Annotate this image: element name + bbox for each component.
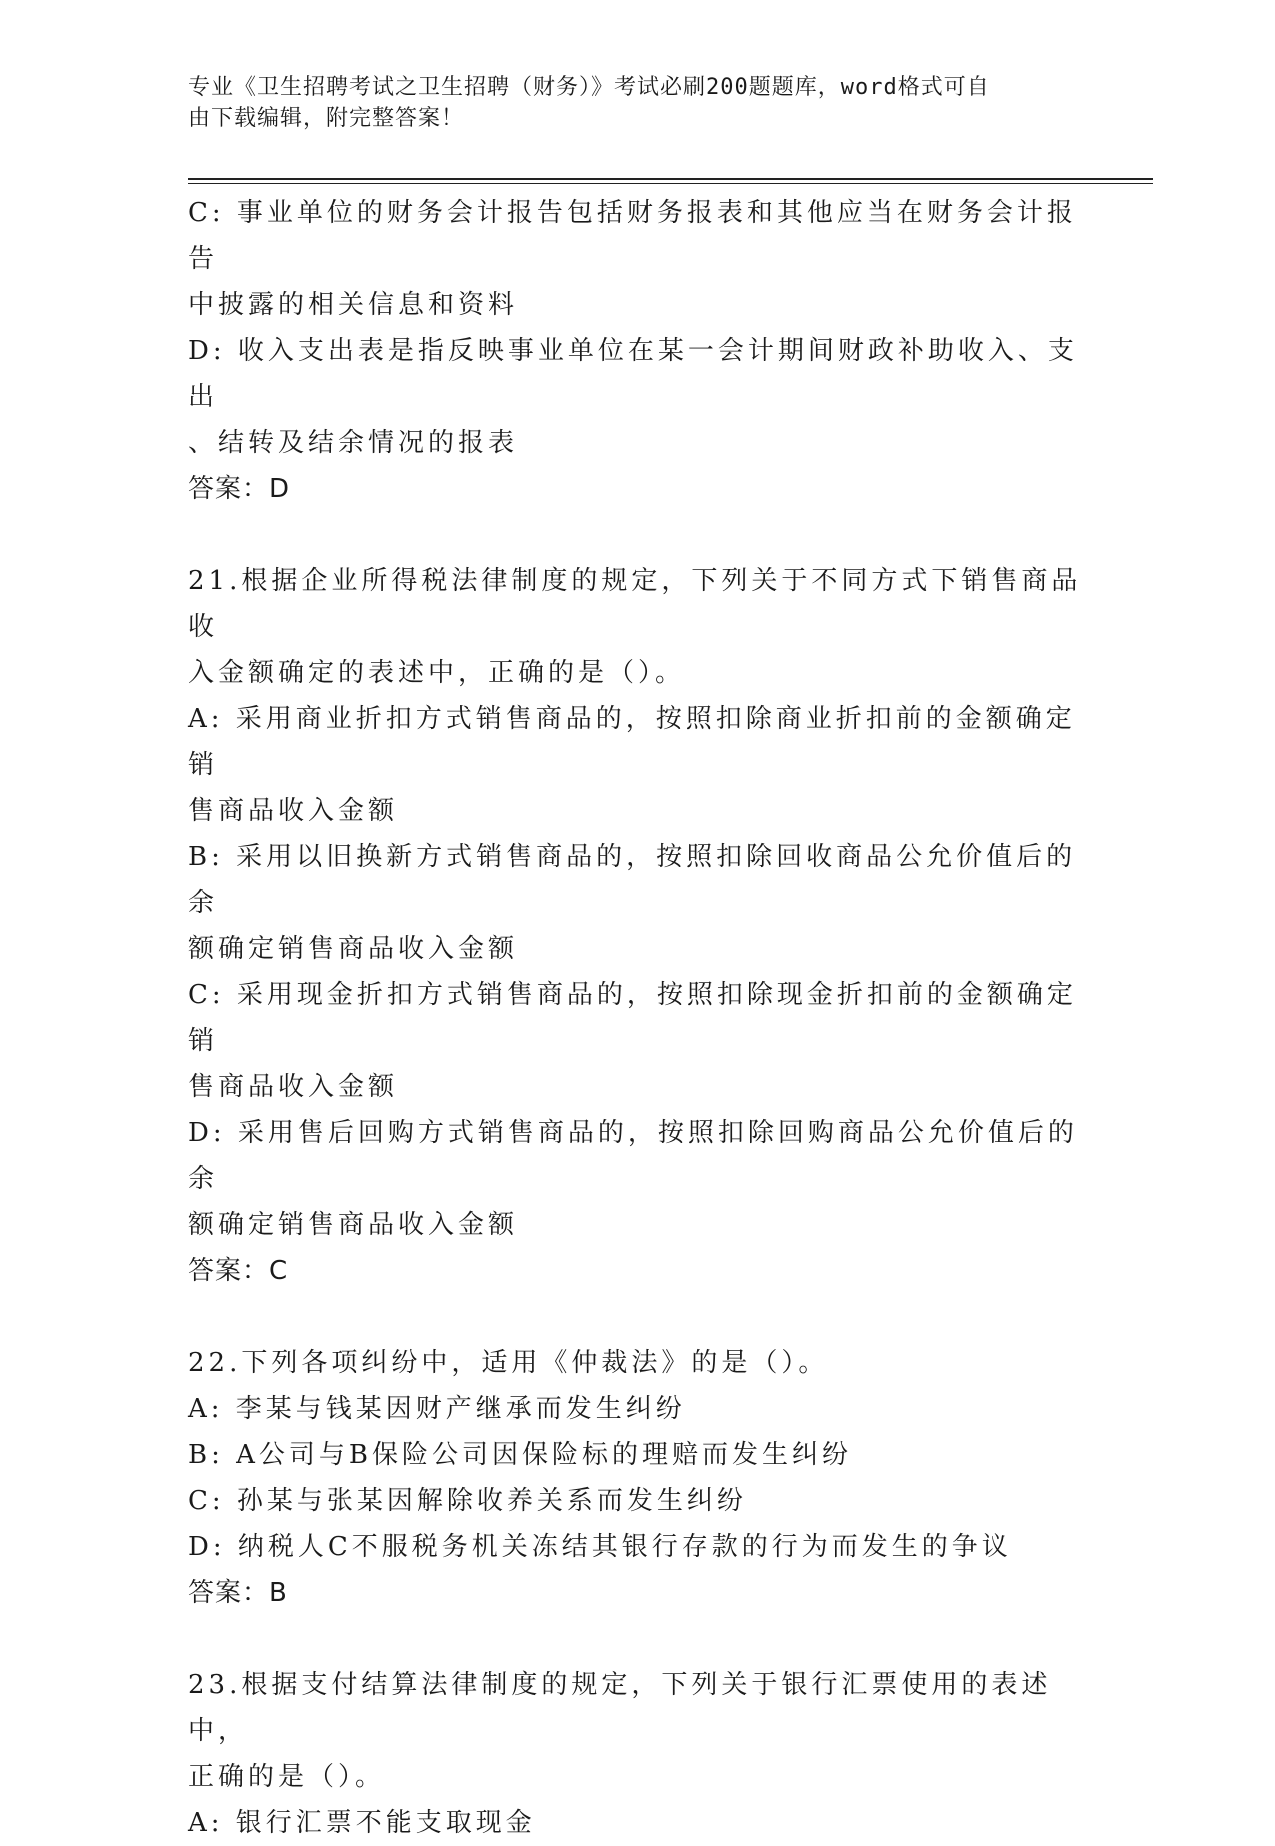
answer: 答案：D: [188, 474, 291, 504]
option-c-line-2: 中披露的相关信息和资料: [188, 290, 519, 320]
option-b-line-1: B: 采用以旧换新方式销售商品的，按照扣除回收商品公允价值后的余: [188, 842, 1077, 918]
option-d-line-2: 额确定销售商品收入金额: [188, 1210, 519, 1240]
question-stem-line-1: 21.根据企业所得税法律制度的规定，下列关于不同方式下销售商品收: [188, 566, 1082, 642]
option-b: B: A公司与B保险公司因保险标的理赔而发生纠纷: [188, 1440, 853, 1470]
header-line-2: 由下载编辑，附完整答案！: [188, 106, 465, 131]
option-a-line-2: 售商品收入金额: [188, 796, 399, 826]
option-c-line-1: C: 事业单位的财务会计报告包括财务报表和其他应当在财务会计报告: [188, 198, 1077, 274]
question-stem-line-2: 入金额确定的表述中，正确的是（）。: [188, 658, 686, 688]
header-line-1: 专业《卫生招聘考试之卫生招聘（财务）》考试必刷200题题库，word格式可自: [188, 75, 990, 100]
question-22: [188, 1340, 1088, 1616]
option-a: A: 银行汇票不能支取现金: [188, 1808, 536, 1838]
question-23: [188, 1662, 1088, 1846]
spacer: [188, 512, 1088, 558]
answer: 答案：C: [188, 1256, 289, 1286]
header-divider-thin: [188, 183, 1153, 184]
option-d-line-2: 、结转及结余情况的报表: [188, 428, 519, 458]
question-stem: 22.下列各项纠纷中，适用《仲裁法》的是（）。: [188, 1348, 829, 1378]
option-d-line-1: D: 采用售后回购方式销售商品的，按照扣除回购商品公允价值后的余: [188, 1118, 1078, 1194]
header-divider-thick: [188, 178, 1153, 180]
question-stem-line-1: 23.根据支付结算法律制度的规定，下列关于银行汇票使用的表述中，: [188, 1670, 1052, 1746]
option-d-line-1: D: 收入支出表是指反映事业单位在某一会计期间财政补助收入、支出: [188, 336, 1078, 412]
option-c: C: 孙某与张某因解除收养关系而发生纠纷: [188, 1486, 747, 1516]
option-d: D: 纳税人C不服税务机关冻结其银行存款的行为而发生的争议: [188, 1532, 1012, 1562]
question-content: [188, 190, 1088, 1846]
prev-question: [188, 190, 1088, 512]
spacer: [188, 1616, 1088, 1662]
question-21: [188, 558, 1088, 1294]
option-c-line-1: C: 采用现金折扣方式销售商品的，按照扣除现金折扣前的金额确定销: [188, 980, 1077, 1056]
option-c-line-2: 售商品收入金额: [188, 1072, 399, 1102]
option-a: A: 李某与钱某因财产继承而发生纠纷: [188, 1394, 686, 1424]
spacer: [188, 1294, 1088, 1340]
answer: 答案：B: [188, 1578, 288, 1608]
document-header: [188, 72, 1068, 134]
option-b-line-2: 额确定销售商品收入金额: [188, 934, 519, 964]
option-a-line-1: A: 采用商业折扣方式销售商品的，按照扣除商业折扣前的金额确定销: [188, 704, 1076, 780]
question-stem-line-2: 正确的是（）。: [188, 1762, 386, 1792]
